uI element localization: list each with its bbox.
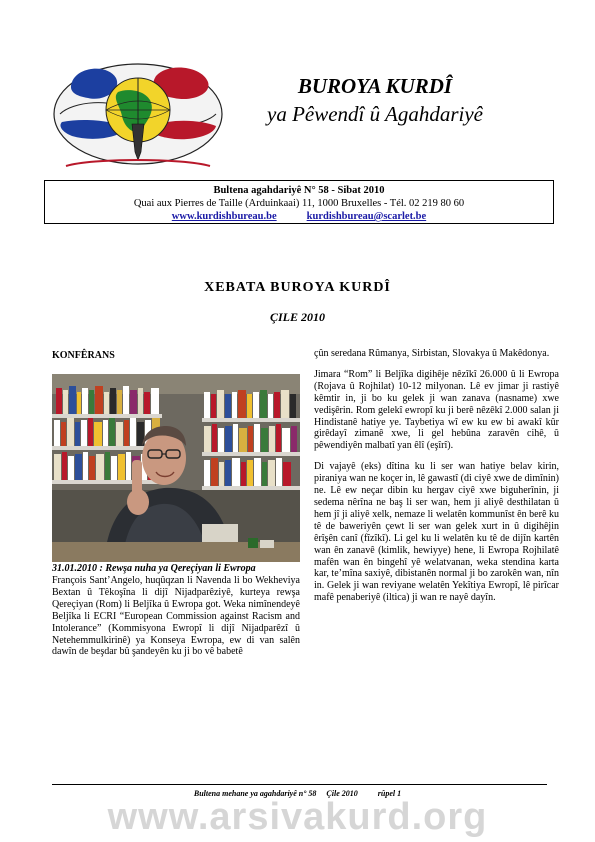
email-link[interactable]: kurdishbureau@scarlet.be	[306, 211, 427, 222]
page-subheading: ÇILE 2010	[269, 310, 325, 324]
title-subtitle: ya Pêwendî û Agahdariyê	[267, 102, 483, 126]
right-column	[314, 348, 559, 613]
address-line: Quai aux Pierres de Taille (Arduinkaai) 11, 1000 Bruxelles - Tél. 02 219 80 60	[133, 198, 465, 209]
conference-photo	[52, 374, 300, 562]
watermark: www.arsivakurd.org	[107, 796, 488, 838]
section-label: KONFÊRANS	[52, 350, 115, 361]
photo-caption: 31.01.2010 : Rewşa nuha ya Qereçiyan li Ewropa	[52, 563, 256, 574]
page-heading: XEBATA BUROYA KURDÎ	[204, 280, 391, 295]
title-main: BUROYA KURDÎ	[297, 74, 453, 98]
footer-divider	[52, 784, 547, 785]
page-footer: Bultena mehane ya agahdariyê n° 58 Çile 2010 rûpel 1	[193, 789, 402, 798]
bulletin-number-line: Bultena agahdariyê N° 58 - Sibat 2010	[213, 185, 385, 196]
left-paragraph: François Sant’Angelo, huqûqzan li Navenda li bo Wekheviya Bextan û Têkoşîna li dijî Nijadparêziyê, kurteya rewşa Qereçiyan (Rom) li Beljîka û Ewropa got. Weka nimînendeyê Beljîka li ECRI “European Commission against Racism and Intolerance” (Kommisyona Ewropî li dijî Nijadparêzî û Netehemmulkirinê) ya Konseya Ewropa, ew di van salên dawîn de beşdar bû şandeyên ku ji bo vê babetê	[52, 575, 300, 658]
website-link[interactable]: www.kurdishbureau.be	[171, 211, 277, 222]
bulletin-info-box	[44, 180, 554, 224]
right-paragraph-3: Di vajayê (eks) dîtina ku li ser wan hatiye belav kirin, piraniya wan ne koçer in, lê gawastî (di ciyê xwe de dimînin) ne. Lê ew neçar dibin ku hergav ciyê xwe biguherînin, ji sedema nêrîna ne baş li ser wan, hem ji aliyê desthilatan û hem jî ji aliyê xelk, nemaze li welatên kommunîst ên berê ku tê de baweriyên çewt li ser wan gelek xurt in û digihêjin êrîşên canî (fîzîkî). Li gel ku li welatên ku tê de dijîn kartên wan ên zanavê (kimlik, hewiyye) hene, li Ewropa Rojhilatê mafên wan ên bingehî yê welatvanan, weka stendina karta kar, te’mîna saxiyê, dibistanên normal ji bo zarokên wan, nîn in. Gelek ji wan reviyane welatên Yekîtiya Ewropî, lê pirîcar mafê penaberiyê (iltica) ji wan re nayê dayîn.	[314, 461, 559, 604]
kurdish-bureau-logo	[52, 62, 224, 180]
right-paragraph-1: çûn seredana Rûmanya, Sirbistan, Slovakya û Makêdonya.	[314, 348, 550, 359]
left-column	[52, 575, 300, 667]
masthead-title	[240, 72, 510, 128]
contact-links	[45, 210, 553, 223]
right-paragraph-2: Jimara “Rom” li Beljîka digihêje nêzîkî 26.000 û li Ewropa (Rojava û Rojhilat) 10-12 milyonan. Lê ev jimar ji rastiyê kêmtir in, ji bo ku gelek ji wan zanava (nasname) xwe vedişêrin. Rom gelekî ewropî ku ji berê nêzêkî 2.000 salan ji Hindistanê hatiye ye. Taybetiya wî ew ku ew bi awakî kûr girêdayî zimanê xwe, li gel hebûna zaravên cihê, û pêwendiyên malbatî yan êlî (eşîrî).	[314, 368, 559, 452]
